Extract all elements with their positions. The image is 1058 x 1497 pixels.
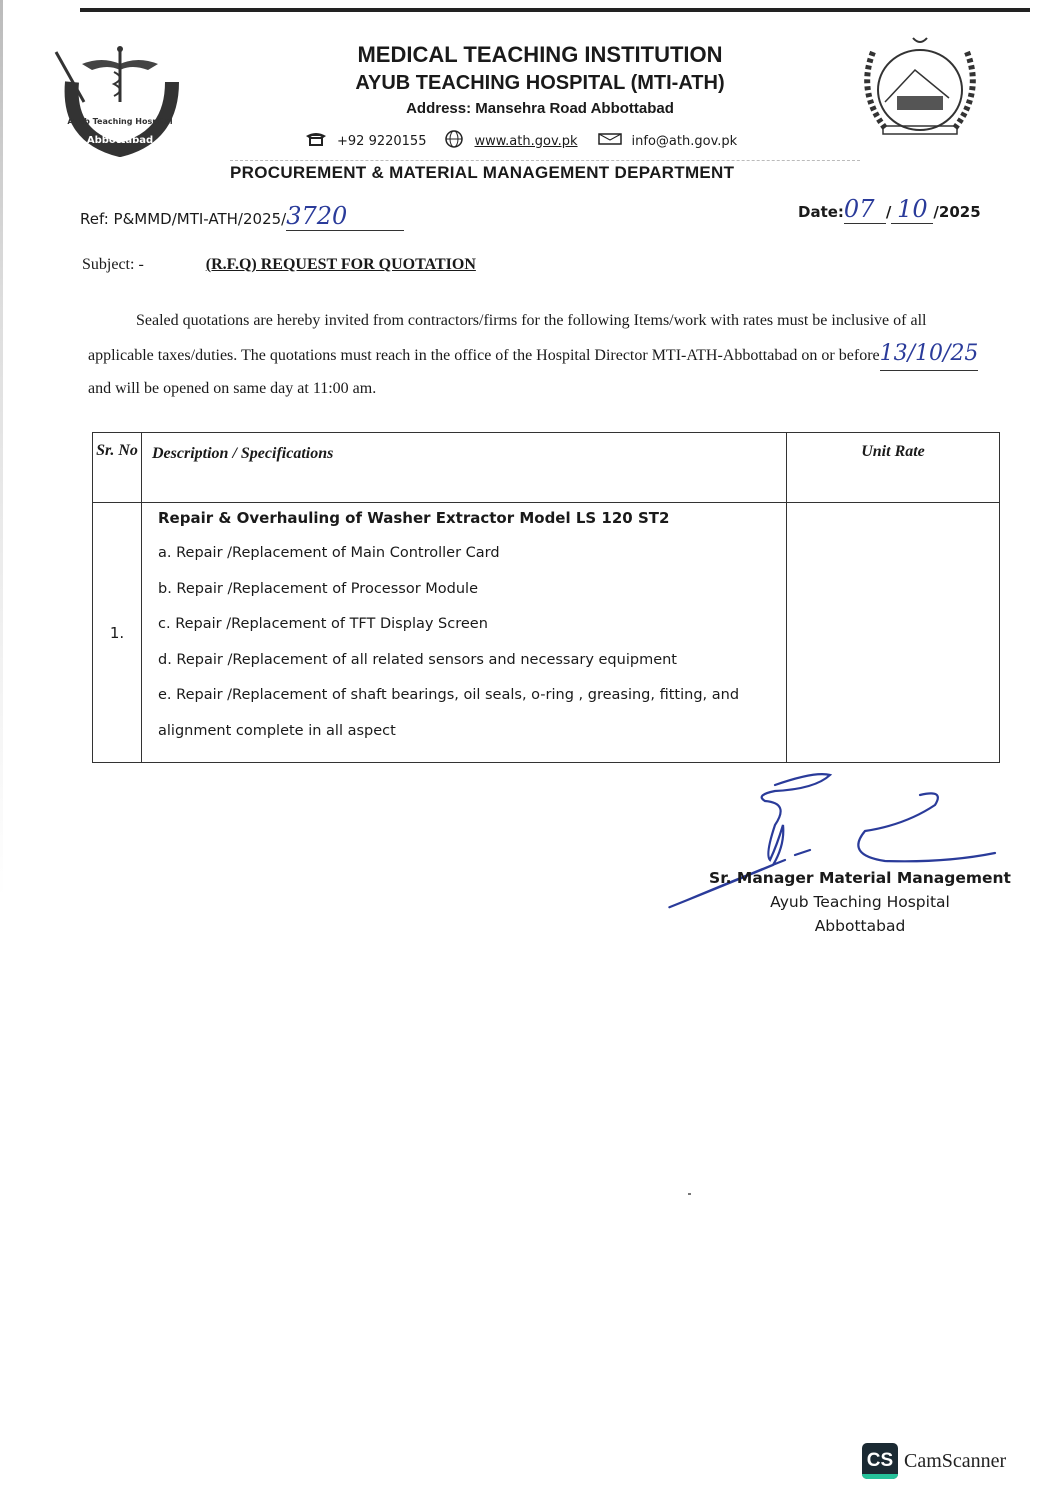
list-item: b. Repair /Replacement of Processor Module: [158, 580, 478, 597]
list-item: a. Repair /Replacement of Main Controller Card: [158, 545, 500, 561]
item-title: Repair & Overhauling of Washer Extractor Model LS 120 ST2: [158, 509, 670, 527]
scan-speck: [688, 1193, 691, 1195]
globe-www-icon: [444, 130, 464, 152]
deadline-date: 13/10/25: [880, 337, 979, 371]
camscanner-logo-icon: CS: [862, 1443, 898, 1479]
government-emblem: [855, 32, 985, 140]
svg-text:Abbottabad: Abbottabad: [86, 135, 154, 146]
header-unit-rate: Unit Rate: [787, 433, 1000, 503]
date-year: /2025: [933, 203, 981, 221]
header-sr-no: Sr. No: [93, 433, 142, 503]
list-item: alignment complete in all aspect: [158, 722, 396, 739]
row-unit-rate: [787, 503, 1000, 763]
date-month: 10: [891, 195, 933, 224]
top-rule: [80, 8, 1030, 12]
paragraph-text: Sealed quotations are hereby invited from contractors/firms for the following Items/work with rates must be inclusive of all applicable taxes/duties. The quotations must reach in the office of the Hospital Director MTI-ATH-Abbottabad on or before: [88, 312, 927, 364]
signatory-designation: Sr. Manager Material Management: [709, 869, 1011, 887]
subject-line: [82, 256, 476, 274]
list-item: c. Repair /Replacement of TFT Display Screen: [158, 616, 488, 632]
camscanner-watermark: [862, 1443, 1006, 1479]
phone-number: +92 9220155: [337, 133, 427, 149]
signature-block: [700, 866, 1020, 938]
website-link[interactable]: www.ath.gov.pk: [474, 133, 578, 149]
row-description: [142, 503, 787, 763]
reference-number: 3720: [286, 202, 404, 231]
hospital-logo: [52, 42, 187, 157]
contact-bar: [305, 130, 737, 152]
list-item: d. Repair /Replacement of all related sensors and necessary equipment: [158, 651, 677, 668]
paragraph-text-end: and will be opened on same day at 11:00 am.: [88, 380, 377, 397]
list-item: e. Repair /Replacement of shaft bearings, oil seals, o-ring , greasing, fitting, and: [158, 687, 740, 703]
camscanner-label: CamScanner: [904, 1449, 1007, 1472]
invitation-paragraph: [88, 304, 988, 405]
email-address: info@ath.gov.pk: [631, 133, 738, 149]
address: Address: Mansehra Road Abbottabad: [406, 100, 674, 117]
date-line: Date:07 / 10 /2025: [798, 195, 981, 223]
quotation-table: [92, 432, 1000, 763]
header-description: Description / Specifications: [142, 433, 787, 503]
svg-text:Ayub Teaching Hospital: Ayub Teaching Hospital: [67, 117, 173, 126]
row-sr-no: 1.: [93, 503, 142, 763]
date-day: 07: [844, 195, 886, 224]
reference-label: Ref: P&MMD/MTI-ATH/2025/: [80, 210, 287, 228]
subject-title: (R.F.Q) REQUEST FOR QUOTATION: [205, 256, 476, 273]
hospital-title: AYUB TEACHING HOSPITAL (MTI-ATH): [355, 72, 725, 94]
signatory-organization: Ayub Teaching Hospital: [770, 893, 950, 911]
date-label: Date:: [798, 203, 844, 221]
institution-title: MEDICAL TEACHING INSTITUTION: [357, 42, 723, 67]
telephone-icon: [305, 132, 327, 150]
scan-edge: [0, 0, 3, 1497]
reference-line: [80, 202, 404, 231]
subject-label: Subject: -: [82, 256, 144, 273]
table-row: [93, 503, 1000, 763]
signatory-city: Abbottabad: [814, 917, 906, 935]
envelope-icon: [598, 133, 622, 149]
department-title: PROCUREMENT & MATERIAL MANAGEMENT DEPARTMENT: [230, 160, 860, 183]
table-header-row: [93, 433, 1000, 503]
